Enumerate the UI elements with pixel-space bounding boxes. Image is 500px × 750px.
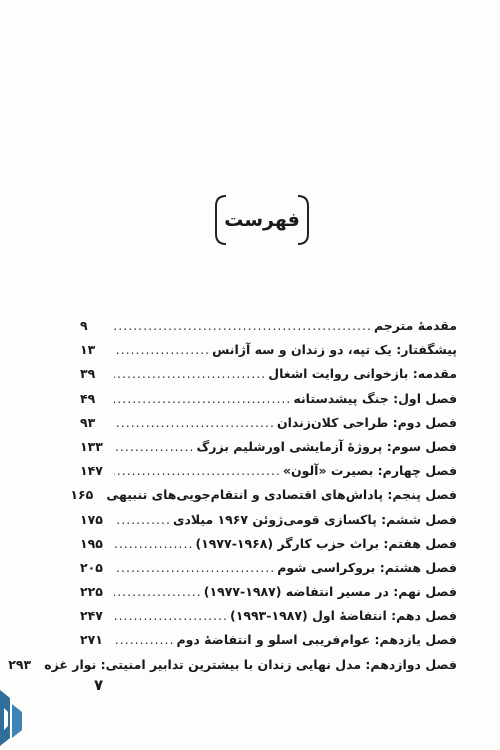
toc-entry-label: فصل اول: جنگ پیشدستانه — [293, 390, 457, 406]
toc-entry-page: ۱۷۵ — [80, 511, 103, 527]
toc-entry-label: فصل سوم: پروژهٔ آزمایشی اورشلیم بزرگ — [196, 438, 457, 454]
toc-entry-page: ۱۶۵ — [70, 487, 94, 503]
leader-dots — [114, 439, 194, 454]
toc-entry — [80, 608, 457, 632]
toc-entry-page: ۱۹۵ — [80, 535, 103, 551]
toc-entry — [80, 415, 457, 439]
leader-dots — [114, 463, 281, 478]
toc-entry-label: مقدمهٔ مترجم — [373, 318, 457, 333]
toc-entry-page: ۲۷۱ — [80, 632, 103, 648]
leader-dots — [114, 536, 193, 551]
toc-entry-page: ۹۳ — [80, 414, 96, 430]
toc-entry-label: فصل هفتم: براث حزب کارگر (۱۹۶۸-۱۹۷۷) — [195, 535, 457, 551]
toc-entry — [80, 536, 457, 560]
toc-entry — [80, 463, 457, 487]
toc-title: فهرست — [224, 209, 300, 231]
toc-entry-label: فصل دهم: انتفاضهٔ اول (۱۹۸۷-۱۹۹۳) — [230, 608, 457, 624]
leader-dots — [114, 512, 171, 527]
toc-entry-page: ۱۳ — [80, 342, 96, 358]
toc-entry-page: ۱۴۷ — [80, 463, 103, 479]
table-of-contents — [8, 318, 457, 681]
toc-entry-label: مقدمه: بازخوانی روایت اشغال — [268, 366, 457, 382]
toc-entry — [8, 656, 457, 681]
toc-entry — [80, 560, 457, 584]
toc-entry — [80, 439, 457, 463]
leader-dots — [114, 342, 210, 357]
toc-entry — [80, 391, 457, 415]
toc-entry-page: ۹ — [80, 318, 88, 333]
toc-entry-label: فصل پنجم: پاداش‌های اقتصادی و انتقام‌جویی‌های تنبیهی — [106, 487, 457, 503]
toc-entry-label: فصل دوازدهم: مدل نهایی زندان با بیشترین تدابیر امنیتی: نوار غزه — [44, 656, 457, 672]
toc-entry-label: پیشگفتار: یک تپه، دو زندان و سه آژانس — [212, 342, 457, 358]
toc-entry-label: فصل ششم: پاکسازی قومی‌ژوئن ۱۹۶۷ میلادی — [172, 511, 457, 527]
toc-entry-page: ۲۹۳ — [8, 656, 32, 672]
toc-entry — [80, 512, 457, 536]
toc-entry — [80, 342, 457, 366]
page-number: ۷ — [94, 676, 104, 694]
toc-entry — [80, 318, 457, 342]
leader-dots — [114, 560, 275, 575]
toc-entry-page: ۴۹ — [80, 390, 96, 406]
leader-dots — [114, 632, 174, 647]
toc-entry-page: ۳۹ — [80, 366, 96, 382]
leader-dots — [114, 608, 228, 623]
leader-dots — [114, 318, 372, 333]
toc-entry-page: ۲۰۵ — [80, 559, 103, 575]
toc-title-frame — [212, 190, 312, 250]
toc-entry-page: ۱۳۳ — [80, 438, 103, 454]
toc-entry-label: فصل چهارم: بصیرت «آلون» — [282, 463, 457, 479]
toc-entry — [70, 487, 457, 511]
toc-entry-page: ۲۲۵ — [80, 584, 103, 600]
toc-entry-label: فصل هشتم: بروکراسی شوم — [277, 559, 457, 575]
toc-entry-label: فصل یازدهم: عوام‌فریبی اسلو و انتفاضهٔ دوم — [176, 632, 457, 648]
toc-entry — [80, 632, 457, 656]
publisher-logo-icon — [0, 690, 24, 746]
leader-dots — [114, 391, 291, 406]
toc-entry — [80, 584, 457, 608]
toc-entry-label: فصل نهم: در مسیر انتفاضه (۱۹۸۷-۱۹۷۷) — [203, 584, 457, 600]
leader-dots — [114, 366, 266, 381]
toc-entry-page: ۲۴۷ — [80, 608, 103, 624]
toc-entry-label: فصل دوم: طراحی کلان‌زندان — [276, 414, 457, 430]
toc-entry — [80, 366, 457, 390]
leader-dots — [114, 584, 202, 599]
leader-dots — [114, 415, 275, 430]
